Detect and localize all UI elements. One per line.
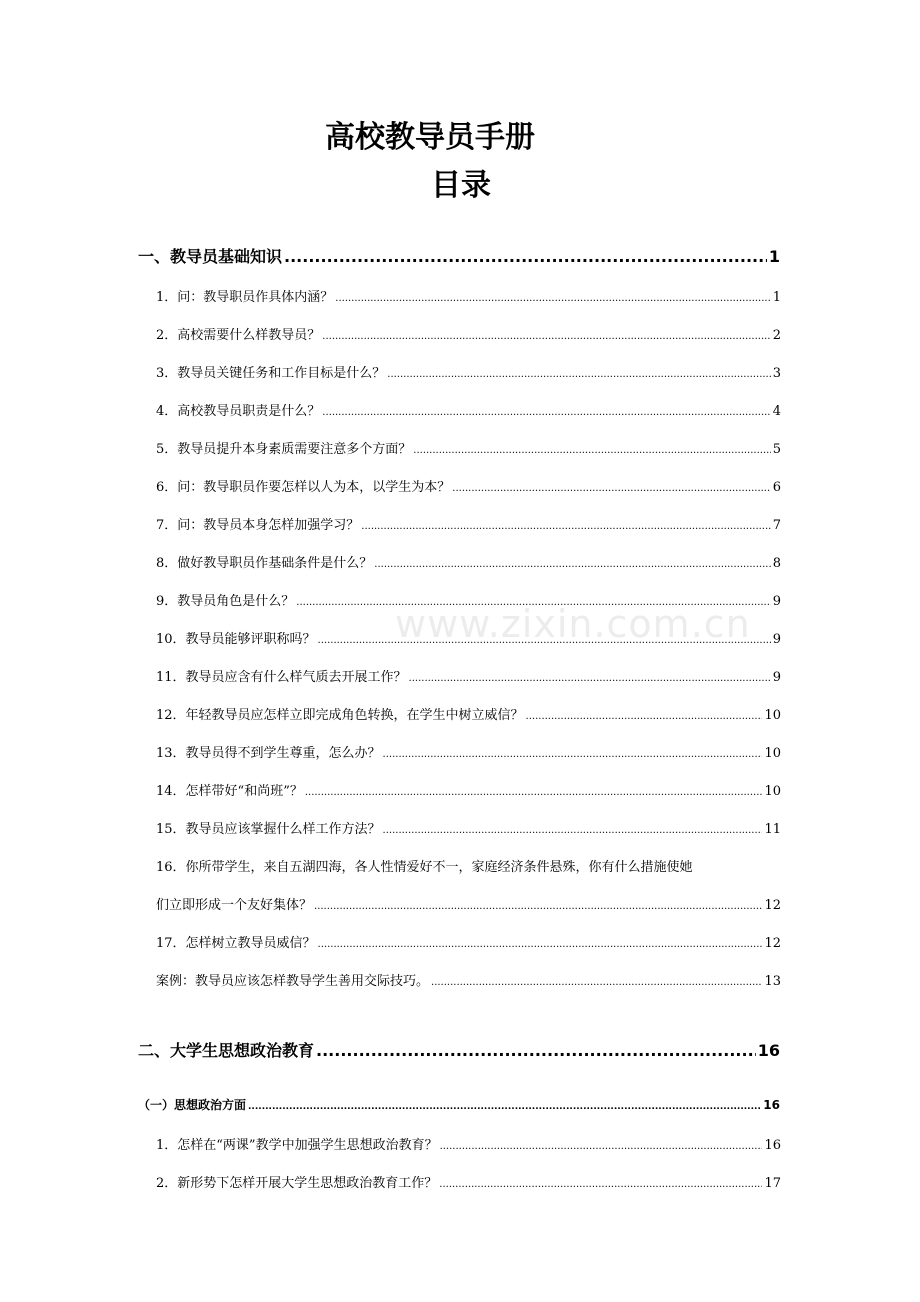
toc-leader-dots	[452, 483, 770, 494]
toc-page-number: 9	[772, 594, 781, 609]
toc-leader-dots	[383, 825, 763, 836]
toc-item[interactable]	[156, 514, 781, 533]
toc-page-number: 17	[764, 1176, 781, 1191]
toc-item[interactable]	[156, 742, 781, 761]
toc-item[interactable]	[156, 818, 781, 837]
toc-leader-dots	[409, 673, 771, 684]
toc-chapter-1[interactable]	[138, 244, 780, 267]
toc-item-label: 5．教导员提升本身素质需要注意多个方面？	[156, 442, 412, 457]
toc-item[interactable]	[156, 286, 781, 305]
toc-leader-dots	[383, 749, 763, 760]
toc-item-label: 10．教导员能够评职称吗？	[156, 632, 316, 647]
toc-item[interactable]	[156, 704, 781, 723]
toc-page-number: 6	[772, 480, 781, 495]
toc-item-label: 15．教导员应该掌握什么样工作方法？	[156, 822, 381, 837]
toc-item-label: 9．教导员角色是什么？	[156, 594, 295, 609]
toc-leader-dots	[322, 407, 770, 418]
toc-chapter-label: 二、大学生思想政治教育	[138, 1041, 315, 1060]
toc-page-number: 1	[768, 247, 780, 266]
toc-leader-dots	[361, 521, 770, 532]
toc-item-label: 1．怎样在“两课”教学中加强学生思想政治教育？	[156, 1138, 438, 1153]
toc-leader-dots	[431, 977, 762, 988]
toc-page-number: 16	[757, 1041, 780, 1060]
toc-item-label: 2．高校需要什么样教导员？	[156, 328, 321, 343]
toc-leader-dots	[318, 939, 763, 950]
toc-item[interactable]	[156, 666, 781, 685]
toc-page-number: 10	[764, 746, 781, 761]
toc-page-number: 8	[772, 556, 781, 571]
toc-leader-dots	[413, 445, 770, 456]
toc-item-label: 13．教导员得不到学生尊重，怎么办？	[156, 746, 381, 761]
toc-item-label: 们立即形成一个友好集体？	[156, 898, 313, 913]
toc-leader-dots	[316, 1041, 756, 1060]
document-subtitle: 目录	[431, 168, 491, 203]
toc-item-label: 4．高校教导员职责是什么？	[156, 404, 321, 419]
toc-item-label: 14．怎样带好“和尚班”？	[156, 784, 303, 799]
toc-item[interactable]	[156, 1172, 781, 1191]
toc-leader-dots	[322, 331, 770, 342]
toc-leader-dots	[305, 787, 763, 798]
toc-item-16-line-2[interactable]	[156, 894, 781, 913]
toc-section-label: （一）思想政治方面	[138, 1098, 247, 1112]
toc-leader-dots	[284, 247, 767, 266]
toc-page-number: 12	[764, 898, 781, 913]
toc-page-number: 5	[772, 442, 781, 457]
toc-item[interactable]	[156, 476, 781, 495]
toc-item-label: 2．新形势下怎样开展大学生思想政治教育工作？	[156, 1176, 438, 1191]
watermark: www.zixin.com.cn	[395, 602, 751, 646]
toc-item[interactable]	[156, 780, 781, 799]
toc-leader-dots	[318, 635, 771, 646]
toc-page-number: 10	[764, 708, 781, 723]
toc-item[interactable]	[156, 628, 781, 647]
toc-leader-dots	[439, 1179, 762, 1190]
toc-item-label: 7．问：教导员本身怎样加强学习？	[156, 518, 360, 533]
toc-page-number: 2	[772, 328, 781, 343]
toc-item-label: 17．怎样树立教导员威信？	[156, 936, 316, 951]
toc-page-number: 11	[764, 822, 781, 837]
toc-item[interactable]	[156, 590, 781, 609]
toc-item[interactable]	[156, 932, 781, 951]
toc-leader-dots	[296, 597, 770, 608]
toc-leader-dots	[526, 711, 763, 722]
toc-page-number: 7	[772, 518, 781, 533]
toc-leader-dots	[387, 369, 770, 380]
toc-item[interactable]	[156, 362, 781, 381]
toc-page-number: 4	[772, 404, 781, 419]
toc-leader-dots	[314, 901, 762, 912]
toc-item[interactable]	[156, 1134, 781, 1153]
toc-item[interactable]	[156, 552, 781, 571]
toc-item-label: 1．问：教导职员作具体内涵？	[156, 290, 334, 305]
toc-item-label: 12．年轻教导员应怎样立即完成角色转换，在学生中树立威信？	[156, 708, 524, 723]
toc-chapter-2[interactable]	[138, 1038, 780, 1061]
toc-item-label: 案例：教导员应该怎样教导学生善用交际技巧。	[156, 974, 430, 989]
toc-item[interactable]	[156, 324, 781, 343]
toc-chapter-label: 一、教导员基础知识	[138, 247, 283, 266]
toc-item-16-line-1[interactable]: 16．你所带学生，来自五湖四海，各人性情爱好不一，家庭经济条件悬殊，你有什么措施使她	[156, 860, 693, 875]
toc-item-label: 3．教导员关键任务和工作目标是什么？	[156, 366, 386, 381]
toc-item-label: 8．做好教导职员作基础条件是什么？	[156, 556, 373, 571]
toc-case[interactable]	[156, 970, 781, 989]
toc-leader-dots	[248, 1102, 761, 1112]
toc-item[interactable]	[156, 400, 781, 419]
toc-page-number: 3	[772, 366, 781, 381]
toc-section-1[interactable]	[138, 1096, 780, 1113]
toc-item-label: 11．教导员应含有什么样气质去开展工作？	[156, 670, 407, 685]
toc-leader-dots	[440, 1141, 763, 1152]
toc-page-number: 16	[763, 1098, 780, 1112]
toc-leader-dots	[335, 293, 770, 304]
document-title: 高校教导员手册	[325, 120, 535, 155]
toc-item-label: 6．问：教导职员作要怎样以人为本，以学生为本？	[156, 480, 451, 495]
toc-page-number: 13	[764, 974, 781, 989]
toc-page-number: 9	[772, 632, 781, 647]
toc-page-number: 1	[772, 290, 781, 305]
toc-page-number: 9	[772, 670, 781, 685]
toc-item[interactable]	[156, 438, 781, 457]
toc-leader-dots	[374, 559, 770, 570]
toc-page-number: 16	[764, 1138, 781, 1153]
toc-page-number: 12	[764, 936, 781, 951]
toc-page-number: 10	[764, 784, 781, 799]
